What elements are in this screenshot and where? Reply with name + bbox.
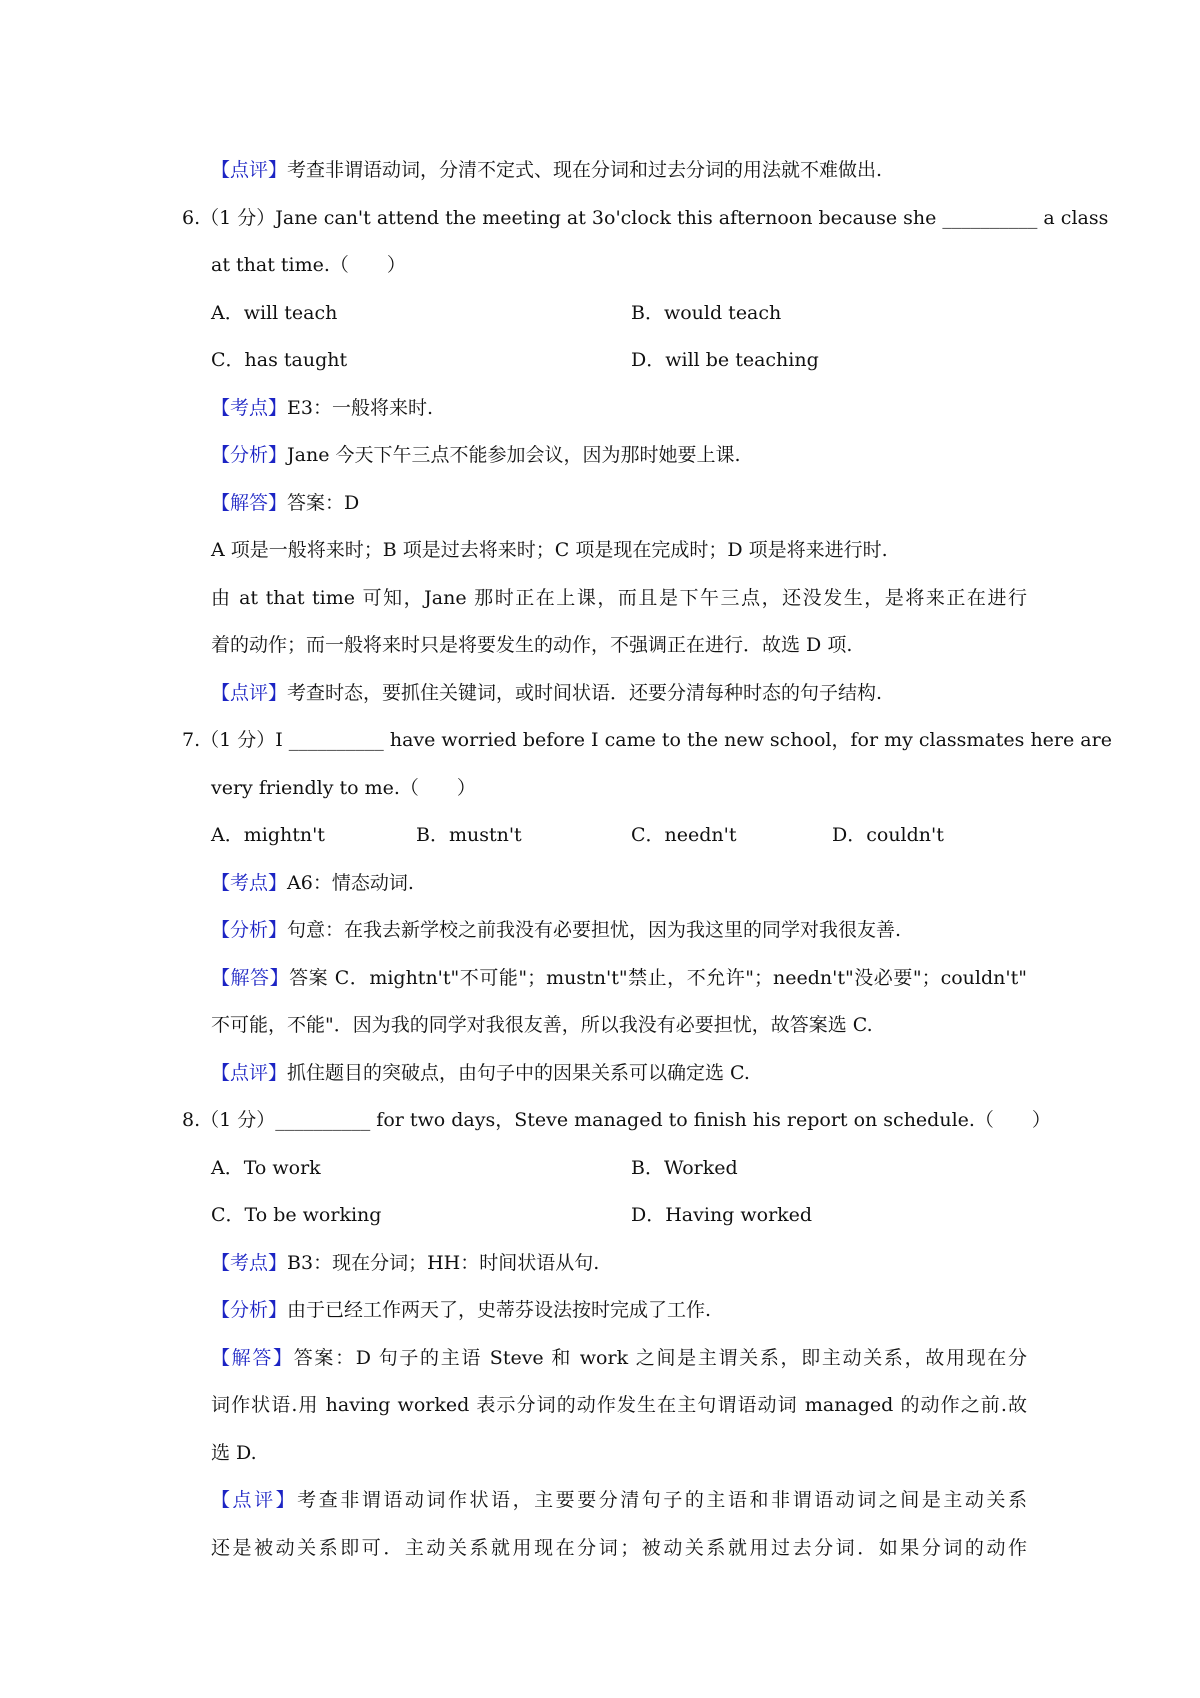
fenxi-text: Jane 今天下午三点不能参加会议，因为那时她要上课. bbox=[287, 444, 741, 466]
q8-fenxi bbox=[211, 1296, 711, 1324]
fenxi-tag: 【分析】 bbox=[211, 444, 288, 466]
question-6-stem-cont: at that time.（ ） bbox=[211, 254, 406, 276]
dianping-text: 考查非谓语动词作状语，主要要分清句子的主语和非谓语动词之间是主动关系 bbox=[297, 1489, 1027, 1511]
jieda-tag: 【解答】 bbox=[211, 1347, 294, 1369]
question-7-stem: 7.（1 分）I __________ have worried before I came to the new school，for my classmates here are bbox=[182, 729, 1112, 751]
kaodian-text: B3：现在分词；HH：时间状语从句. bbox=[287, 1252, 600, 1274]
q8-option-d: D．Having worked bbox=[631, 1204, 813, 1226]
comment-line bbox=[211, 156, 882, 184]
comment-text: 考查非谓语动词，分清不定式、现在分词和过去分词的用法就不难做出. bbox=[287, 159, 883, 181]
q8-jieda-cont: 选 D. bbox=[211, 1442, 257, 1464]
dianping-tag: 【点评】 bbox=[211, 1062, 288, 1084]
q6-kaodian bbox=[211, 394, 433, 422]
q6-option-a: A．will teach bbox=[211, 302, 338, 324]
kaodian-tag: 【考点】 bbox=[211, 872, 288, 894]
q8-jieda bbox=[211, 1344, 1027, 1372]
q7-jieda bbox=[211, 964, 1027, 992]
q7-jieda-cont: 不可能，不能"．因为我的同学对我很友善，所以我没有必要担忧，故答案选 C. bbox=[211, 1014, 873, 1036]
q7-option-c: C．needn't bbox=[631, 824, 737, 846]
fenxi-tag: 【分析】 bbox=[211, 919, 288, 941]
question-6-stem: 6.（1 分）Jane can't attend the meeting at 3o'clock this afternoon because she __________ a class bbox=[182, 207, 1109, 229]
q7-fenxi bbox=[211, 916, 901, 944]
q7-dianping bbox=[211, 1059, 750, 1087]
question-7-stem-cont: very friendly to me.（ ） bbox=[211, 777, 476, 799]
q8-kaodian bbox=[211, 1249, 599, 1277]
kaodian-text: A6：情态动词. bbox=[287, 872, 414, 894]
kaodian-tag: 【考点】 bbox=[211, 397, 288, 419]
q6-option-b: B．would teach bbox=[631, 302, 782, 324]
q8-dianping-cont: 还是被动关系即可．主动关系就用现在分词；被动关系就用过去分词．如果分词的动作 bbox=[211, 1537, 1027, 1559]
q6-body-line: 由 at that time 可知，Jane 那时正在上课，而且是下午三点，还没发生，是将来正在进行 bbox=[211, 587, 1027, 609]
fenxi-text: 由于已经工作两天了，史蒂芬设法按时完成了工作. bbox=[287, 1299, 712, 1321]
dianping-tag: 【点评】 bbox=[211, 682, 288, 704]
q6-option-d: D．will be teaching bbox=[631, 349, 819, 371]
fenxi-tag: 【分析】 bbox=[211, 1299, 288, 1321]
q7-option-a: A．mightn't bbox=[211, 824, 325, 846]
q8-option-a: A．To work bbox=[211, 1157, 321, 1179]
dianping-text: 考查时态，要抓住关键词，或时间状语．还要分清每种时态的句子结构. bbox=[287, 682, 883, 704]
q6-body-line: A 项是一般将来时；B 项是过去将来时；C 项是现在完成时；D 项是将来进行时. bbox=[211, 539, 888, 561]
jieda-text: 答案：D bbox=[287, 492, 360, 514]
q7-option-b: B．mustn't bbox=[416, 824, 522, 846]
dianping-text: 抓住题目的突破点，由句子中的因果关系可以确定选 C. bbox=[287, 1062, 750, 1084]
q7-option-d: D．couldn't bbox=[832, 824, 944, 846]
jieda-text: 答案：D 句子的主语 Steve 和 work 之间是主谓关系，即主动关系，故用现在分 bbox=[293, 1347, 1027, 1369]
q8-option-b: B．Worked bbox=[631, 1157, 738, 1179]
fenxi-text: 句意：在我去新学校之前我没有必要担忧，因为我这里的同学对我很友善. bbox=[287, 919, 902, 941]
jieda-tag: 【解答】 bbox=[211, 967, 290, 989]
q6-jieda bbox=[211, 489, 359, 517]
q8-dianping bbox=[211, 1486, 1027, 1514]
dianping-tag: 【点评】 bbox=[211, 1489, 298, 1511]
kaodian-tag: 【考点】 bbox=[211, 1252, 288, 1274]
q6-fenxi bbox=[211, 441, 741, 469]
comment-tag: 【点评】 bbox=[211, 159, 288, 181]
q8-jieda-cont: 词作状语.用 having worked 表示分词的动作发生在主句谓语动词 managed 的动作之前.故 bbox=[211, 1394, 1027, 1416]
q6-option-c: C．has taught bbox=[211, 349, 348, 371]
q8-option-c: C．To be working bbox=[211, 1204, 382, 1226]
q6-body-line: 着的动作；而一般将来时只是将要发生的动作，不强调正在进行．故选 D 项. bbox=[211, 634, 853, 656]
q7-kaodian bbox=[211, 869, 414, 897]
q6-dianping bbox=[211, 679, 882, 707]
jieda-text: 答案 C．mightn't"不可能"；mustn't"禁止，不允许"；needn't"没必要"；couldn't" bbox=[289, 967, 1027, 989]
kaodian-text: E3：一般将来时. bbox=[287, 397, 434, 419]
question-8-stem: 8.（1 分）__________ for two days，Steve managed to finish his report on schedule.（ ） bbox=[182, 1109, 1051, 1131]
jieda-tag: 【解答】 bbox=[211, 492, 288, 514]
